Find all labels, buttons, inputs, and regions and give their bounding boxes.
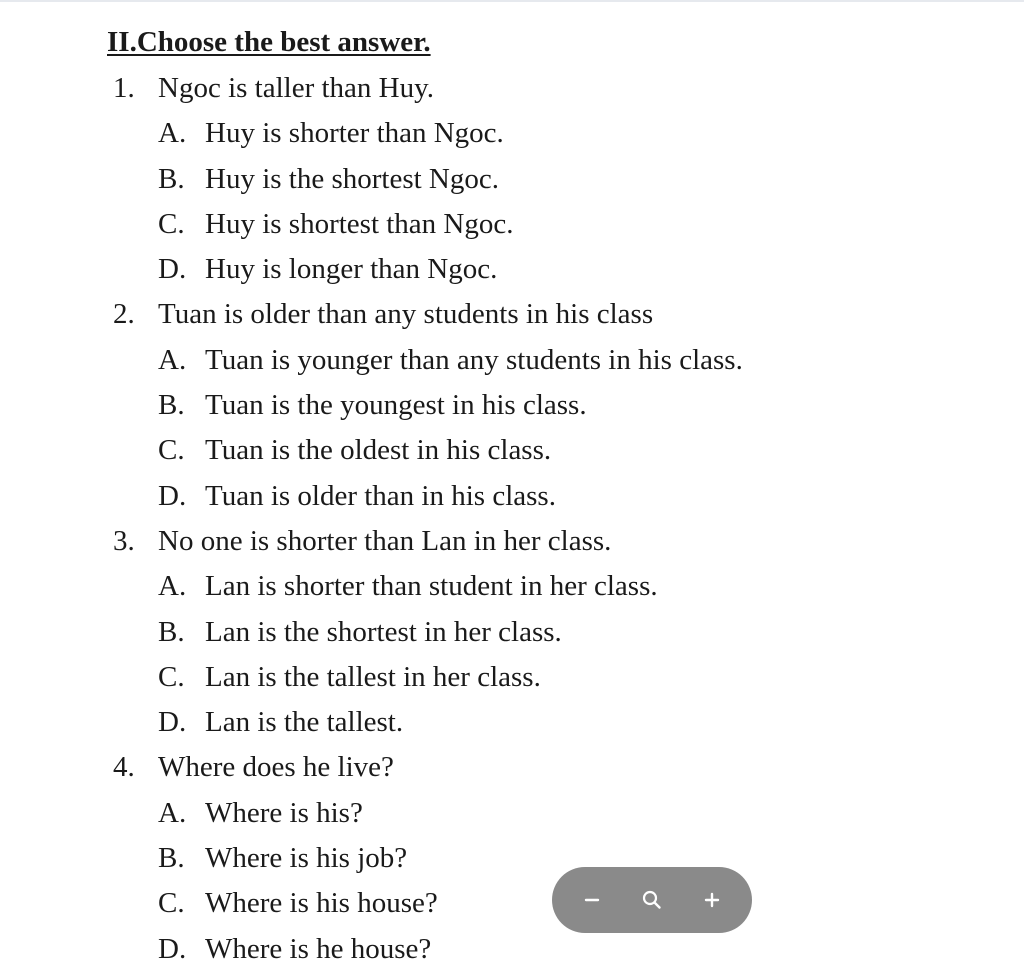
question-3-option-d <box>0 700 1024 745</box>
section-heading: II.Choose the best answer. <box>107 26 431 58</box>
question-3-option-c <box>0 655 1024 700</box>
question-3-option-b <box>0 610 1024 655</box>
question-number: 3. <box>113 524 135 557</box>
question-1-option-b <box>0 157 1024 202</box>
question-number: 2. <box>113 298 135 331</box>
option-text: Huy is shortest than Ngoc. <box>205 207 514 240</box>
option-text: Lan is the shortest in her class. <box>205 615 562 648</box>
question-text: Tuan is older than any students in his class <box>158 298 654 331</box>
option-letter: A. <box>158 343 187 376</box>
question-2-option-a <box>0 338 1024 383</box>
question-1-option-c <box>0 202 1024 247</box>
option-text: Where is he house? <box>205 932 432 965</box>
question-number: 1. <box>113 72 135 104</box>
zoom-search-icon <box>641 889 663 911</box>
question-list <box>0 66 1024 972</box>
option-text: Huy is shorter than Ngoc. <box>205 117 504 150</box>
option-text: Huy is longer than Ngoc. <box>205 253 498 286</box>
question-4 <box>0 745 1024 790</box>
option-text: Tuan is the oldest in his class. <box>205 434 552 467</box>
question-number: 4. <box>113 751 135 784</box>
question-2-option-b <box>0 383 1024 428</box>
option-letter: C. <box>158 887 185 920</box>
option-text: Lan is the tallest in her class. <box>205 660 541 693</box>
zoom-out-button[interactable] <box>572 880 612 920</box>
question-text: No one is shorter than Lan in her class. <box>158 524 612 557</box>
option-letter: D. <box>158 479 187 512</box>
option-text: Lan is shorter than student in her class. <box>205 570 658 603</box>
question-text: Ngoc is taller than Huy. <box>158 72 434 104</box>
question-3 <box>0 519 1024 564</box>
option-letter: D. <box>158 706 187 739</box>
option-letter: C. <box>158 434 185 467</box>
option-letter: C. <box>158 660 185 693</box>
question-4-option-d <box>0 927 1024 972</box>
question-3-option-a <box>0 564 1024 609</box>
question-4-option-a <box>0 791 1024 836</box>
option-letter: A. <box>158 117 187 150</box>
option-letter: A. <box>158 796 187 829</box>
question-2-option-d <box>0 474 1024 519</box>
question-2 <box>0 292 1024 337</box>
option-letter: C. <box>158 207 185 240</box>
top-divider <box>0 0 1024 2</box>
option-letter: D. <box>158 253 187 286</box>
option-text: Tuan is the youngest in his class. <box>205 389 587 422</box>
question-4-option-c <box>0 881 1024 926</box>
option-text: Huy is the shortest Ngoc. <box>205 162 499 195</box>
option-letter: B. <box>158 842 185 875</box>
option-letter: B. <box>158 162 185 195</box>
option-letter: B. <box>158 615 185 648</box>
zoom-reset-button[interactable] <box>632 880 672 920</box>
zoom-controls <box>552 867 752 933</box>
option-letter: B. <box>158 389 185 422</box>
zoom-in-icon <box>702 890 722 910</box>
zoom-out-icon <box>582 890 602 910</box>
question-4-option-b <box>0 836 1024 881</box>
option-text: Where is his job? <box>205 842 408 875</box>
question-text: Where does he live? <box>158 751 394 784</box>
option-text: Where is his? <box>205 796 363 829</box>
question-1 <box>0 66 1024 111</box>
option-text: Where is his house? <box>205 887 438 920</box>
zoom-in-button[interactable] <box>692 880 732 920</box>
option-letter: A. <box>158 570 187 603</box>
question-1-option-d <box>0 247 1024 292</box>
option-letter: D. <box>158 932 187 965</box>
option-text: Lan is the tallest. <box>205 706 404 739</box>
question-2-option-c <box>0 428 1024 473</box>
question-1-option-a <box>0 111 1024 156</box>
option-text: Tuan is older than in his class. <box>205 479 556 512</box>
option-text: Tuan is younger than any students in his class. <box>205 343 743 376</box>
